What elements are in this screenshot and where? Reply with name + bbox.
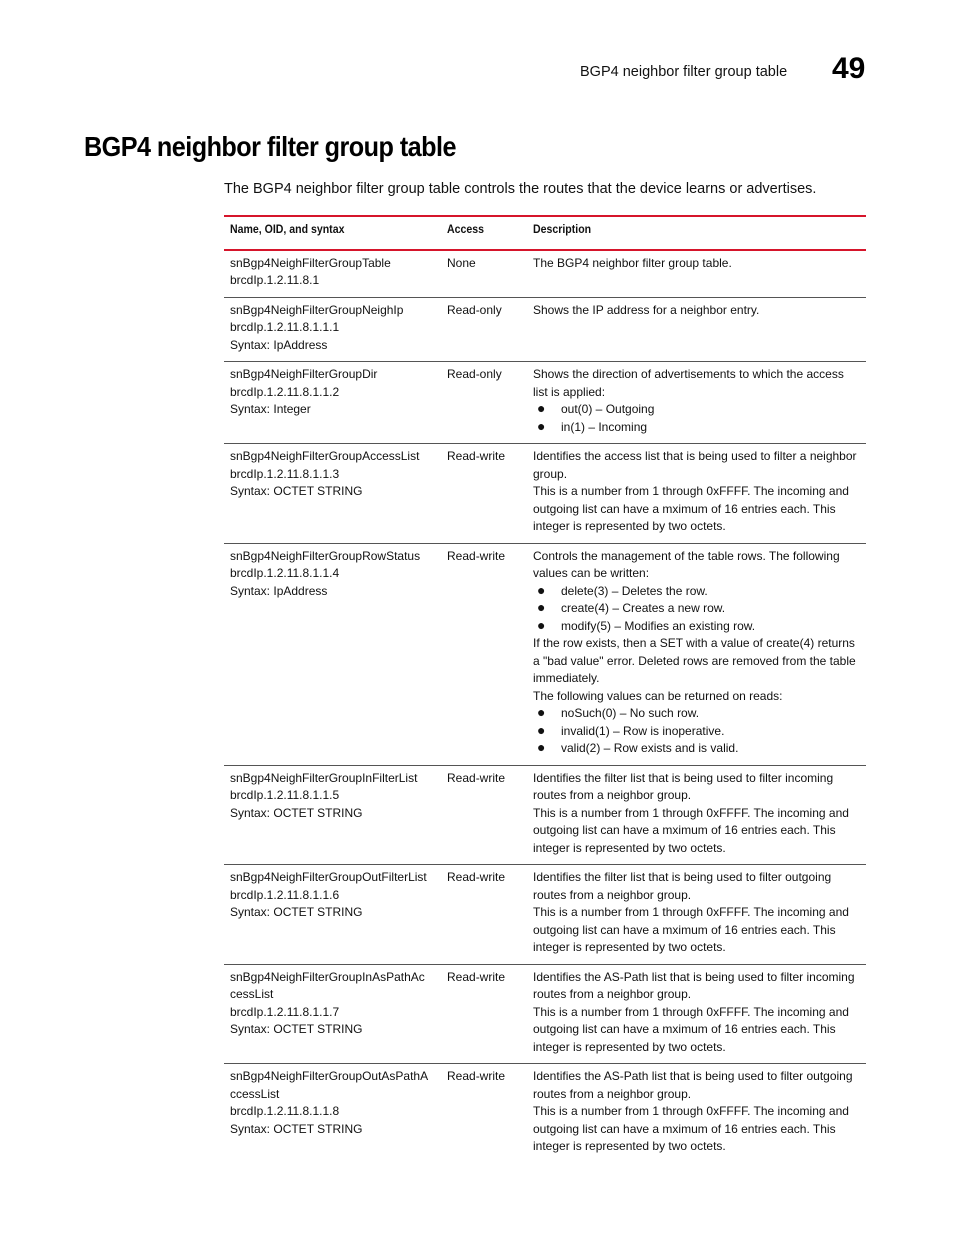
bullet-text: delete(3) – Deletes the row. xyxy=(561,583,708,598)
description-bullet xyxy=(533,600,860,618)
intro-paragraph: The BGP4 neighbor filter group table controls the routes that the device learns or advertises. xyxy=(224,181,817,197)
description-paragraph: Shows the IP address for a neighbor entry. xyxy=(533,302,760,317)
cell-access: Read-only xyxy=(441,362,527,444)
bullet-text: create(4) – Creates a new row. xyxy=(561,601,726,615)
cell-description xyxy=(527,765,866,865)
bullet-text: in(1) – Incoming xyxy=(561,419,648,434)
name-oid-line: Syntax: OCTET STRING xyxy=(230,805,363,820)
description-paragraph: Identifies the filter list that is being used to filter incoming routes from a neighbor group. xyxy=(533,770,834,802)
description-bullet xyxy=(533,401,860,419)
bullet-icon: ● xyxy=(537,616,546,633)
bullet-text: noSuch(0) – No such row. xyxy=(561,706,700,720)
cell-name-oid-syntax xyxy=(224,250,441,298)
description-bullet xyxy=(533,740,860,758)
name-oid-line: Syntax: Integer xyxy=(230,402,311,416)
column-header-access: Access xyxy=(441,216,527,250)
bullet-text: out(0) – Outgoing xyxy=(561,402,655,416)
chapter-number: 49 xyxy=(832,52,866,85)
name-oid-line: brcdIp.1.2.11.8.1.1.8 xyxy=(230,1104,340,1118)
cell-name-oid-syntax xyxy=(224,543,441,765)
name-oid-line: brcdIp.1.2.11.8.1.1.5 xyxy=(230,788,340,802)
description-paragraph: Identifies the AS-Path list that is being used to filter incoming routes from a neighbor group. xyxy=(533,969,855,1001)
cell-access: Read-write xyxy=(441,865,527,965)
table-row xyxy=(224,444,866,544)
name-oid-line: brcdIp.1.2.11.8.1.1.6 xyxy=(230,887,340,902)
name-oid-line: brcdIp.1.2.11.8.1.1.2 xyxy=(230,384,340,399)
name-oid-line: brcdIp.1.2.11.8.1.1.3 xyxy=(230,466,340,481)
bullet-icon: ● xyxy=(537,704,546,720)
name-oid-line: Syntax: OCTET STRING xyxy=(230,905,363,919)
description-paragraph: This is a number from 1 through 0xFFFF. The incoming and outgoing list can have a mximum of 16 entries each. This integer is represented by two octets. xyxy=(533,1004,849,1054)
description-bullet xyxy=(533,705,860,723)
bullet-icon: ● xyxy=(537,739,546,755)
description-paragraph: If the row exists, then a SET with a value of create(4) returns a "bad value" error. Deleted rows are removed from the table immediately. xyxy=(533,636,856,685)
bullet-icon: ● xyxy=(537,400,546,416)
name-oid-line: brcdIp.1.2.11.8.1.1.7 xyxy=(230,1004,340,1019)
cell-name-oid-syntax xyxy=(224,297,441,362)
cell-description xyxy=(527,543,866,765)
bullet-text: valid(2) – Row exists and is valid. xyxy=(561,741,739,755)
mib-object-table xyxy=(224,215,866,1163)
name-oid-line: Syntax: OCTET STRING xyxy=(230,1022,363,1036)
name-oid-line: brcdIp.1.2.11.8.1.1.4 xyxy=(230,566,340,580)
cell-access: Read-write xyxy=(441,543,527,765)
description-paragraph: Identifies the access list that is being used to filter a neighbor group. xyxy=(533,449,857,481)
name-oid-line: brcdIp.1.2.11.8.1.1.1 xyxy=(230,320,340,334)
cell-name-oid-syntax xyxy=(224,865,441,965)
table-row xyxy=(224,1064,866,1163)
name-oid-line: Syntax: OCTET STRING xyxy=(230,484,363,498)
name-oid-line: snBgp4NeighFilterGroupRowStatus xyxy=(230,548,421,563)
name-oid-line: snBgp4NeighFilterGroupOutAsPathA xyxy=(230,1069,429,1083)
table-header-row xyxy=(224,216,866,250)
cell-access: Read-write xyxy=(441,444,527,544)
column-header-name: Name, OID, and syntax xyxy=(224,216,441,250)
cell-name-oid-syntax xyxy=(224,444,441,544)
description-paragraph: Shows the direction of advertisements to which the access list is applied: xyxy=(533,367,844,399)
table-header xyxy=(224,216,866,250)
table-row xyxy=(224,250,866,298)
cell-access: Read-write xyxy=(447,1069,506,1083)
cell-name-oid-syntax xyxy=(224,964,441,1064)
bullet-text: modify(5) – Modifies an existing row. xyxy=(561,618,756,633)
cell-description xyxy=(527,362,866,444)
description-paragraph: This is a number from 1 through 0xFFFF. The incoming and outgoing list can have a mximum of 16 entries each. This integer is represented by two octets. xyxy=(533,805,849,855)
cell-access: Read-only xyxy=(441,297,527,362)
bullet-icon: ● xyxy=(537,599,546,615)
cell-description xyxy=(527,865,866,965)
cell-name-oid-syntax xyxy=(224,765,441,865)
cell-name-oid-syntax xyxy=(224,362,441,444)
description-paragraph: Identifies the filter list that is being used to filter outgoing routes from a neighbor group. xyxy=(533,870,832,902)
name-oid-line: snBgp4NeighFilterGroupTable xyxy=(230,255,391,270)
name-oid-line: ccessList xyxy=(230,1086,280,1101)
name-oid-line: cessList xyxy=(230,987,274,1001)
name-oid-line: snBgp4NeighFilterGroupOutFilterList xyxy=(230,870,427,884)
name-oid-line: brcdIp.1.2.11.8.1 xyxy=(230,273,320,287)
cell-access: Read-write xyxy=(441,964,527,1064)
name-oid-line: snBgp4NeighFilterGroupDir xyxy=(230,367,378,381)
table-row xyxy=(224,865,866,965)
cell-description xyxy=(527,1064,866,1163)
table-row xyxy=(224,543,866,765)
description-paragraph: Controls the management of the table rows. The following values can be written: xyxy=(533,548,840,580)
cell-description xyxy=(527,297,866,362)
bullet-text: invalid(1) – Row is inoperative. xyxy=(561,723,725,738)
description-paragraph: Identifies the AS-Path list that is being used to filter outgoing routes from a neighbor group. xyxy=(533,1069,853,1101)
description-bullet xyxy=(533,723,860,741)
bullet-icon: ● xyxy=(537,417,546,434)
column-header-description: Description xyxy=(527,216,866,250)
bullet-icon: ● xyxy=(537,721,546,738)
name-oid-line: snBgp4NeighFilterGroupAccessList xyxy=(230,449,420,463)
name-oid-line: snBgp4NeighFilterGroupInAsPathAc xyxy=(230,969,425,984)
cell-description xyxy=(527,444,866,544)
bullet-icon: ● xyxy=(537,581,546,598)
description-bullet xyxy=(533,419,860,437)
description-paragraph: This is a number from 1 through 0xFFFF. The incoming and outgoing list can have a mximum of 16 entries each. This integer is represented by two octets. xyxy=(533,484,849,533)
table-row xyxy=(224,297,866,362)
description-bullet xyxy=(533,583,860,601)
description-paragraph: The BGP4 neighbor filter group table. xyxy=(533,255,732,270)
name-oid-line: snBgp4NeighFilterGroupInFilterList xyxy=(230,770,418,785)
name-oid-line: Syntax: IpAddress xyxy=(230,583,328,598)
cell-description xyxy=(527,964,866,1064)
table-row xyxy=(224,765,866,865)
name-oid-line: snBgp4NeighFilterGroupNeighIp xyxy=(230,302,404,317)
cell-name-oid-syntax xyxy=(224,1064,441,1163)
section-title: BGP4 neighbor filter group table xyxy=(84,131,456,162)
cell-access: Read-write xyxy=(441,765,527,865)
table-row xyxy=(224,362,866,444)
description-paragraph: This is a number from 1 through 0xFFFF. The incoming and outgoing list can have a mximum of 16 entries each. This integer is represented by two octets. xyxy=(533,1104,849,1153)
cell-description xyxy=(527,250,866,298)
running-header-title: BGP4 neighbor filter group table xyxy=(580,64,788,80)
table-row xyxy=(224,964,866,1064)
description-bullet xyxy=(533,618,860,636)
name-oid-line: Syntax: IpAddress xyxy=(230,337,328,352)
table-body xyxy=(224,250,866,1163)
name-oid-line: Syntax: OCTET STRING xyxy=(230,1121,363,1136)
description-paragraph: The following values can be returned on reads: xyxy=(533,688,783,703)
description-paragraph: This is a number from 1 through 0xFFFF. The incoming and outgoing list can have a mximum of 16 entries each. This integer is represented by two octets. xyxy=(533,905,849,954)
cell-access: None xyxy=(441,250,527,298)
